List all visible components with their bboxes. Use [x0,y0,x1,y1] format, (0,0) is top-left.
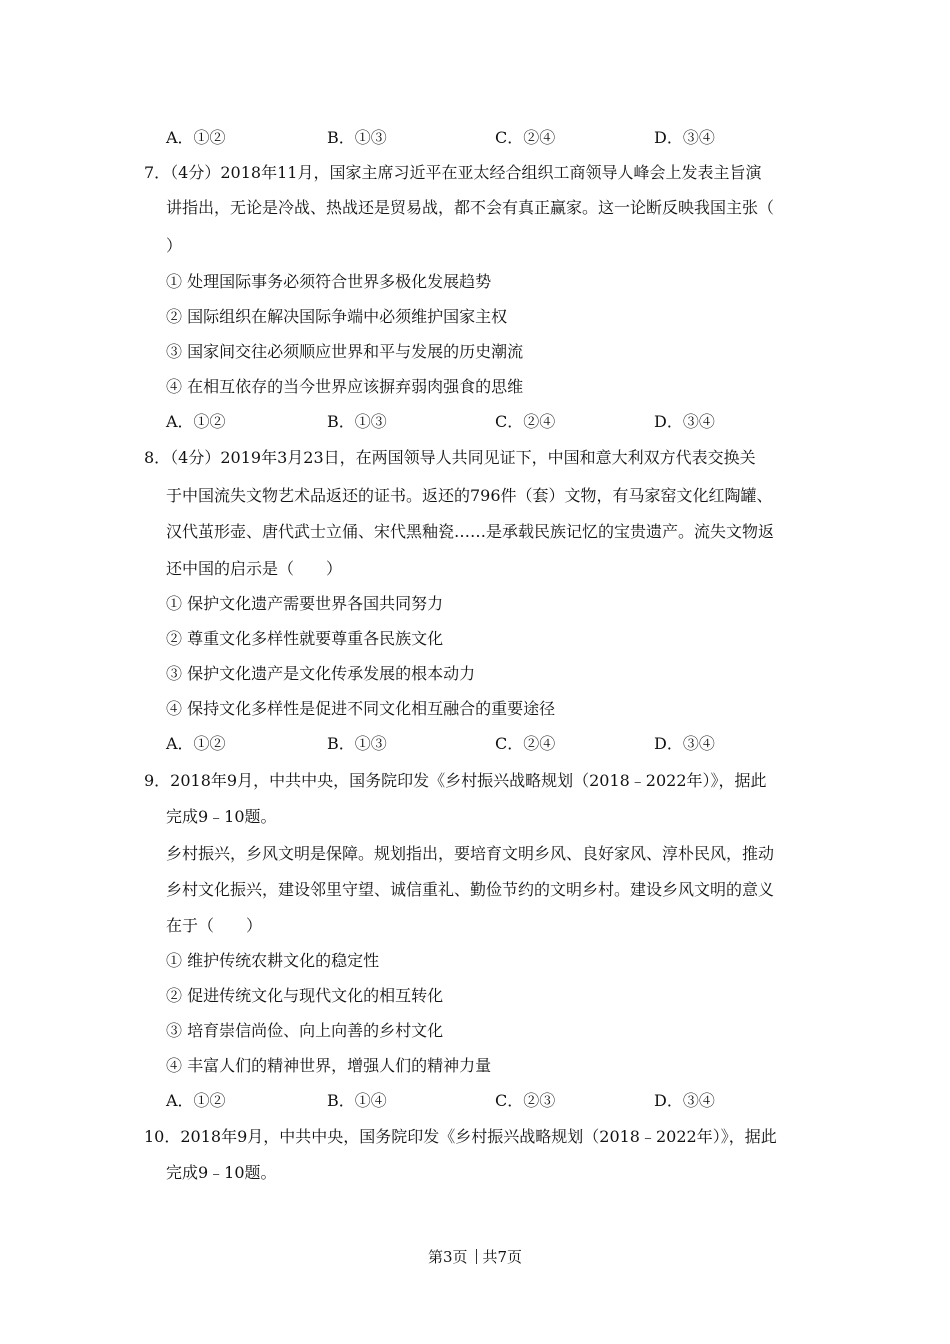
q9-stem-line-3: 乡村振兴，乡风文明是保障。规划指出，要培育文明乡风、良好家风、淳朴民风，推动 [166,844,775,863]
q8-item-3: ③ 保护文化遗产是文化传承发展的根本动力 [166,664,476,683]
q8-item-1: ① 保护文化遗产需要世界各国共同努力 [166,594,444,613]
q9-option-b: B．①④ [327,1091,387,1110]
total-pages: 共7页 [482,1248,523,1266]
q8-item-2: ② 尊重文化多样性就要尊重各民族文化 [166,629,444,648]
q9-stem-line-1: 9．2018年9月，中共中央，国务院印发《乡村振兴战略规划（2018﹣2022年）》，据此 [144,771,767,790]
q7-option-c: C．②④ [495,412,556,431]
q8-stem-line-2: 于中国流失文物艺术品返还的证书。返还的796件（套）文物，有马家窑文化红陶罐、 [166,486,773,505]
q10-stem-line-2: 完成9﹣10题。 [166,1163,277,1182]
q7-item-4: ④ 在相互依存的当今世界应该摒弃弱肉强食的思维 [166,377,524,396]
q6-option-a: A．①② [166,128,226,147]
page-footer [0,1246,950,1267]
q8-option-d: D．③④ [654,734,715,753]
q7-item-1: ① 处理国际事务必须符合世界多极化发展趋势 [166,272,492,291]
q8-option-c: C．②④ [495,734,556,753]
q9-item-3: ③ 培育崇信尚俭、向上向善的乡村文化 [166,1021,444,1040]
q7-stem-line-2: 讲指出，无论是冷战、热战还是贸易战，都不会有真正赢家。这一论断反映我国主张（ [166,198,775,217]
q9-option-d: D．③④ [654,1091,715,1110]
q8-option-a: A．①② [166,734,226,753]
q6-option-d: D．③④ [654,128,715,147]
q9-option-a: A．①② [166,1091,226,1110]
q8-stem-line-4: 还中国的启示是（ ） [166,559,343,578]
q7-item-2: ② 国际组织在解决国际争端中必须维护国家主权 [166,307,508,326]
q8-item-4: ④ 保持文化多样性是促进不同文化相互融合的重要途径 [166,699,556,718]
q6-option-c: C．②④ [495,128,556,147]
q8-options [166,734,766,754]
q9-stem-line-5: 在于（ ） [166,916,263,935]
q8-stem-line-3: 汉代茧形壶、唐代武士立俑、宋代黑釉瓷……是承载民族记忆的宝贵遗产。流失文物返 [166,522,775,541]
q7-options [166,412,766,432]
page-number: 第3页 [427,1248,468,1266]
q9-option-c: C．②③ [495,1091,556,1110]
q7-item-3: ③ 国家间交往必须顺应世界和平与发展的历史潮流 [166,342,524,361]
q9-stem-line-2: 完成9﹣10题。 [166,807,277,826]
q7-stem-line-1: 7．（4分）2018年11月，国家主席习近平在亚太经合组织工商领导人峰会上发表主旨演 [144,163,762,182]
q6-options [166,128,766,148]
q9-stem-line-4: 乡村文化振兴，建设邻里守望、诚信重礼、勤俭节约的文明乡村。建设乡风文明的意义 [166,880,775,899]
q8-option-b: B．①③ [327,734,387,753]
q8-stem-line-1: 8．（4分）2019年3月23日，在两国领导人共同见证下，中国和意大利双方代表交换关 [144,448,756,467]
q7-option-b: B．①③ [327,412,387,431]
q7-option-a: A．①② [166,412,226,431]
q9-options [166,1091,766,1111]
q7-stem-line-3: ） [166,236,183,255]
q9-item-1: ① 维护传统农耕文化的稳定性 [166,951,380,970]
q10-stem-line-1: 10．2018年9月，中共中央，国务院印发《乡村振兴战略规划（2018﹣2022年）》，据此 [144,1127,777,1146]
q9-item-4: ④ 丰富人们的精神世界，增强人们的精神力量 [166,1056,492,1075]
q7-option-d: D．③④ [654,412,715,431]
footer-divider [476,1249,477,1264]
q9-item-2: ② 促进传统文化与现代文化的相互转化 [166,986,444,1005]
q6-option-b: B．①③ [327,128,387,147]
